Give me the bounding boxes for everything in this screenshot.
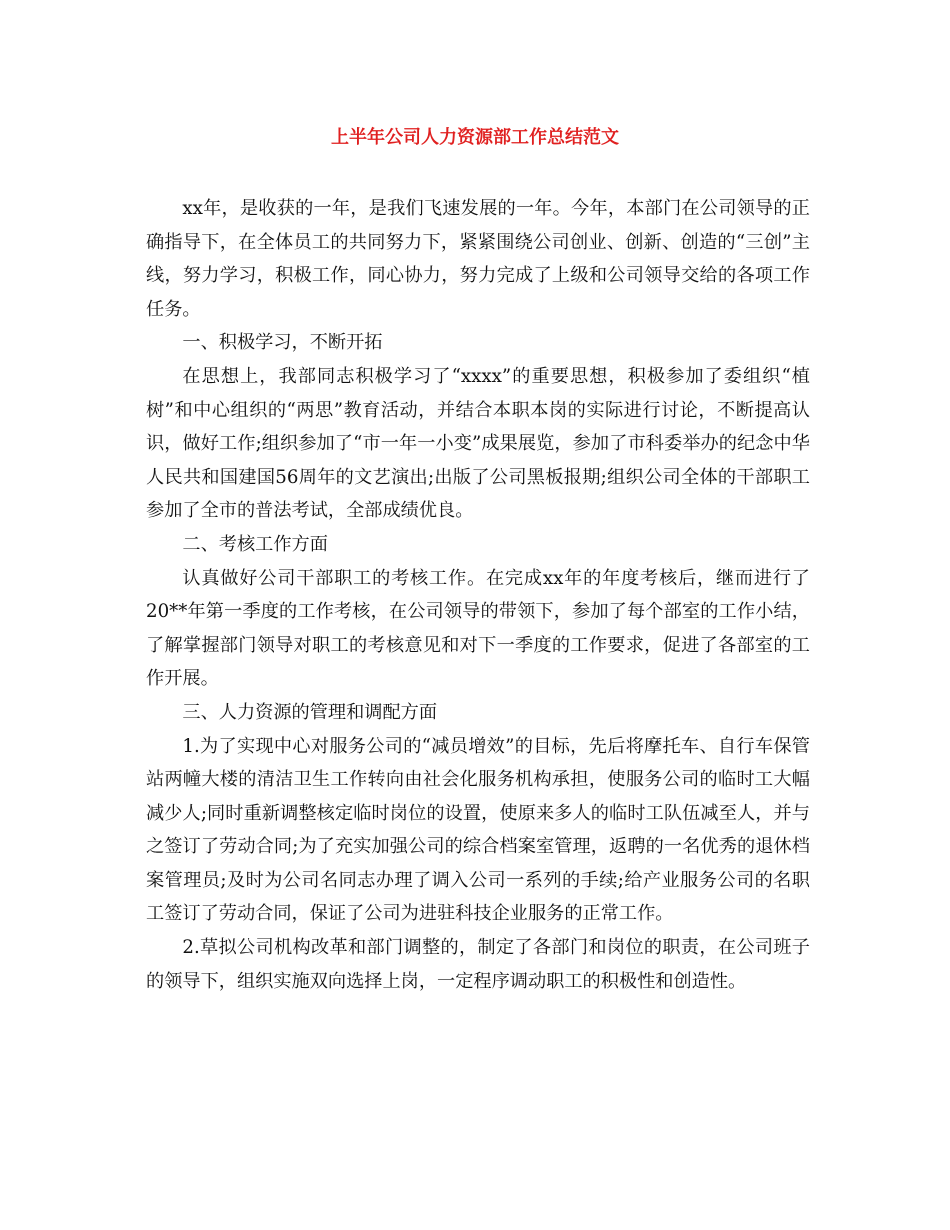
section-heading-1: 一、积极学习，不断开拓 <box>182 332 383 354</box>
section-1-paragraph: 在思想上，我部同志积极学习了“xxxx”的重要思想，积极参加了委组织“植树”和中心组织的“两思”教育活动，并结合本职本岗的实际进行讨论，不断提高认识，做好工作;组织参加了“市一年一小变”成果展览，参加了市科委举办的纪念中华人民共和国建国56周年的文艺演出;出版了公司黑板报期;组织公司全体的干部职工参加了全市的普法考试，全部成绩优良。 <box>146 365 810 522</box>
section-2-paragraph: 认真做好公司干部职工的考核工作。在完成xx年的年度考核后，继而进行了20**年第一季度的工作考核，在公司领导的带领下，参加了每个部室的工作小结，了解掌握部门领导对职工的考核意见和对下一季度的工作要求，促进了各部室的工作开展。 <box>146 567 810 690</box>
document-body <box>146 192 810 998</box>
section-3-item-1: 1.为了实现中心对服务公司的“减员增效”的目标，先后将摩托车、自行车保管站两幢大楼的清洁卫生工作转向由社会化服务机构承担，使服务公司的临时工大幅减少人;同时重新调整核定临时岗位的设置，使原来多人的临时工队伍减至人，并与之签订了劳动合同;为了充实加强公司的综合档案室管理，返聘的一名优秀的退休档案管理员;及时为公司名同志办理了调入公司一系列的手续;给产业服务公司的名职工签订了劳动合同，保证了公司为进驻科技企业服务的正常工作。 <box>146 735 810 925</box>
section-3-item-2: 2.草拟公司机构改革和部门调整的，制定了各部门和岗位的职责，在公司班子的领导下，组织实施双向选择上岗，一定程序调动职工的积极性和创造性。 <box>146 937 810 992</box>
section-heading-2: 二、考核工作方面 <box>182 533 328 555</box>
document-title: 上半年公司人力资源部工作总结范文 <box>331 127 619 148</box>
section-heading-3: 三、人力资源的管理和调配方面 <box>182 701 438 723</box>
intro-paragraph: xx年，是收获的一年，是我们飞速发展的一年。今年，本部门在公司领导的正确指导下，在全体员工的共同努力下，紧紧围绕公司创业、创新、创造的“三创”主线，努力学习，积极工作，同心协力，努力完成了上级和公司领导交给的各项工作任务。 <box>146 198 810 320</box>
